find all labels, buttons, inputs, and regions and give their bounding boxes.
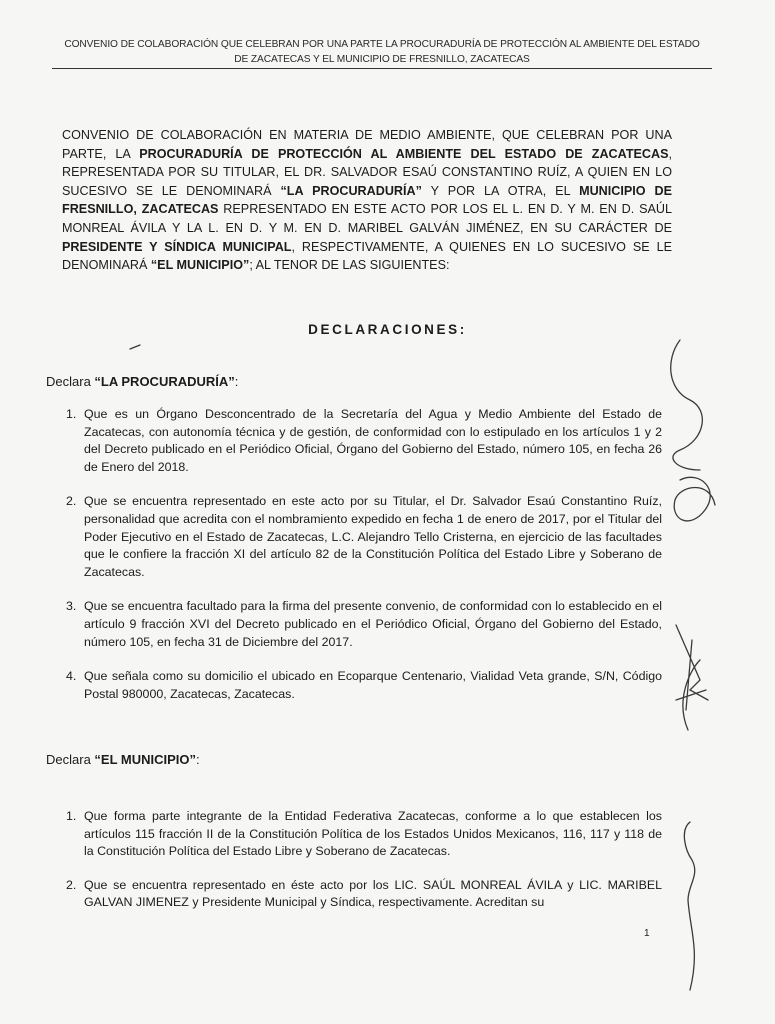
page-number: 1 [644, 928, 650, 939]
declaraciones-title: DECLARACIONES: [308, 322, 467, 337]
item-text: Que se encuentra representado en éste acto por los LIC. SAÚL MONREAL ÁVILA y LIC. MARIBEL GALVAN JIMENEZ y Presidente Municipal y Síndica, respectivamente. Acreditan su [84, 877, 662, 910]
declara-suffix: : [234, 374, 239, 389]
item-text: Que se encuentra representado en este acto por su Titular, el Dr. Salvador Esaú Constantino Ruíz, personalidad que acredita con el nombramiento expedido en fecha 1 de enero de 2017, por el Titular del Poder Ejecutivo en el Estado de Zacatecas, L.C. Alejandro Tello Cristerna, en ejercicio de las facultades que le confiere la fracción XI del artículo 82 de la Constitución Política del Estado Libre y Soberano de Zacatecas. [84, 494, 662, 579]
declara-prefix: Declara [46, 374, 95, 389]
intro-bold-municipio: MUNICIPIO DE FRESNILLO, ZACATECAS [62, 183, 673, 217]
header-line-1: CONVENIO DE COLABORACIÓN QUE CELEBRAN POR UNA PARTE LA PROCURADURÍA DE PROTECCIÓN AL AMBIENTE DEL ESTADO [64, 39, 700, 50]
intro-text-6: ; AL TENOR DE LAS SIGUIENTES: [249, 258, 450, 273]
intro-text-3: Y POR LA OTRA, EL [421, 183, 580, 198]
intro-bold-el-municipio: “EL MUNICIPIO” [150, 258, 250, 273]
intro-bold-cargos: PRESIDENTE Y SÍNDICA MUNICIPAL [62, 239, 292, 254]
item-number: 2. [66, 494, 77, 509]
declara-prefix: Declara [46, 752, 95, 767]
intro-paragraph [62, 126, 672, 275]
intro-text-1: CONVENIO DE COLABORACIÓN EN MATERIA DE MEDIO AMBIENTE, QUE CELEBRAN POR UNA PARTE, LA [62, 128, 672, 161]
intro-bold-la-procuraduria: “LA PROCURADURÍA” [280, 183, 422, 198]
signature-1 [671, 340, 703, 470]
declara-procuraduria-heading [46, 374, 238, 389]
item-text: Que se encuentra facultado para la firma del presente convenio, de conformidad con lo establecido en el artículo 9 fracción XVI del Decreto publicado en el Periódico Oficial, Órgano del Gobierno del Estado, número 105, en fecha 31 de Diciembre del 2017. [84, 599, 662, 649]
intro-text-5: , RESPECTIVAMENTE, A QUIENES EN LO SUCESIVO SE LE DENOMINARÁ [62, 239, 672, 273]
municipio-declarations-list [66, 808, 662, 912]
procuraduria-declarations-list [66, 406, 662, 703]
intro-bold-procuraduria: PROCURADURÍA DE PROTECCIÓN AL AMBIENTE DEL ESTADO DE ZACATECAS [139, 146, 669, 161]
declara-name: “EL MUNICIPIO” [94, 752, 197, 767]
declara-municipio-heading [46, 752, 200, 767]
item-number: 1. [66, 809, 77, 823]
signature-4 [684, 822, 694, 990]
item-text: Que es un Órgano Desconcentrado de la Secretaría del Agua y Medio Ambiente del Estado de Zacatecas, con autonomía técnica y de gestión, de conformidad con lo estipulado en los artículos 1 y 2 del Decreto publicado en el Periódico Oficial, Órgano del Gobierno del Estado, número 105, en fecha 26 de Enero del 2018. [84, 407, 662, 474]
signature-2 [674, 477, 715, 521]
signature-3 [676, 625, 708, 730]
declara-name: “LA PROCURADURÍA” [94, 374, 235, 389]
running-header [52, 38, 712, 67]
list-item [66, 406, 662, 476]
declara-suffix: : [196, 752, 200, 767]
item-number: 3. [66, 599, 77, 614]
item-text: Que forma parte integrante de la Entidad Federativa Zacatecas, conforme a lo que establecen los artículos 115 fracción II de la Constitución Política de los Estados Unidos Mexicanos, 116, 117 y 118 de la Constitución Política del Estado Libre y Soberano de Zacatecas. [84, 809, 662, 859]
list-item [66, 877, 662, 912]
item-text: Que señala como su domicilio el ubicado en Ecoparque Centenario, Vialidad Veta grande, S/N, Código Postal 980000, Zacatecas, Zacatecas. [84, 669, 662, 701]
item-number: 2. [66, 877, 77, 892]
item-number: 4. [66, 669, 77, 684]
mark-dash [130, 345, 140, 349]
item-number: 1. [66, 407, 77, 421]
list-item [66, 598, 662, 651]
intro-text-2: , REPRESENTADA POR SU TITULAR, EL DR. SALVADOR ESAÚ CONSTANTINO RUÍZ, A QUIEN EN LO SUCESIVO SE LE DENOMINARÁ [62, 146, 672, 198]
list-item [66, 808, 662, 861]
intro-text-4: REPRESENTADO EN ESTE ACTO POR LOS EL L. EN D. Y M. EN D. SAÚL MONREAL ÁVILA Y LA L. EN D. Y M. EN D. MARIBEL GALVÁN JIMÉNEZ, EN SU CARÁCTER DE [62, 202, 672, 235]
header-rule [52, 68, 712, 69]
header-line-2: DE ZACATECAS Y EL MUNICIPIO DE FRESNILLO, ZACATECAS [234, 53, 530, 65]
list-item [66, 668, 662, 703]
list-item [66, 493, 662, 581]
